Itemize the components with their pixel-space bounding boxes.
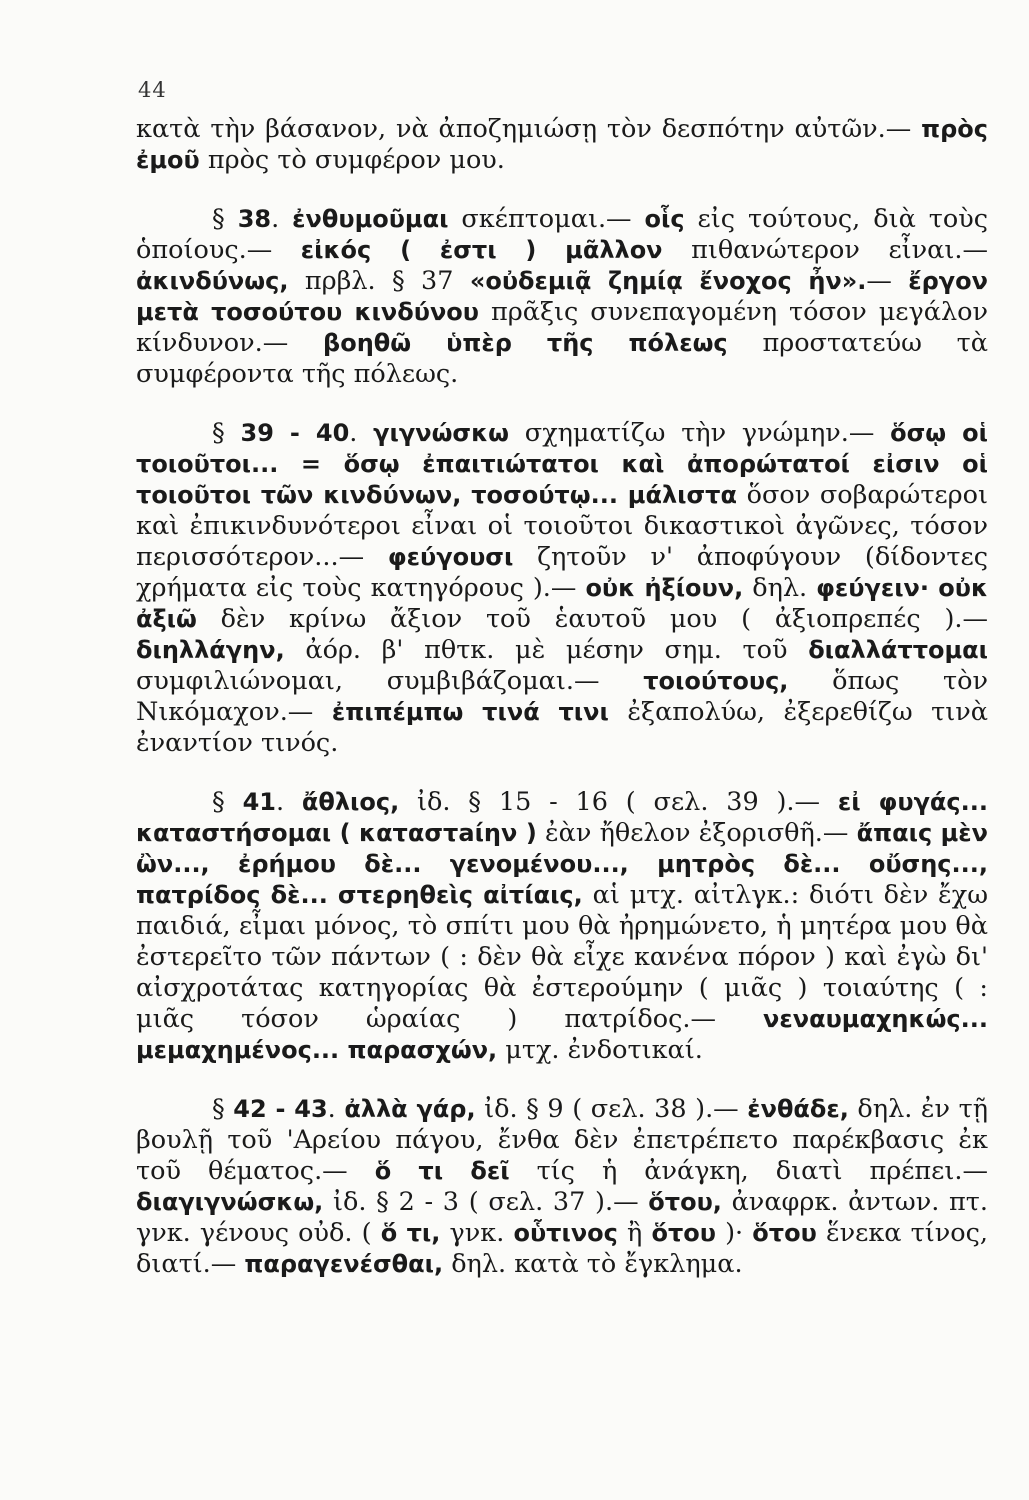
gloss-text: ὅσον σοβαρώτεροι καὶ ἐπικινδυνότεροι εἶναι οἱ τοιοῦτοι δικαστικοὶ ἀγῶνες, τόσον περισσότερον...— bbox=[136, 480, 988, 572]
gloss-text: § bbox=[212, 418, 241, 448]
headword: 41 bbox=[242, 788, 276, 816]
gloss-text: αἱ μτχ. αἰτλγκ.: διότι δὲν ἔχω παιδιά, εἶμαι μόνος, τὸ σπίτι μου θὰ ἠρημώνετο, ἡ μητέρα μου θὰ ἐστερεῖτο τῶν πάντων ( : δὲν θὰ εἶχε κανένα πόρον ) καὶ ἐγὼ δι' αἰσχροτάτας κατηγορίας θὰ ἐστερούμην ( μιᾶς ) τοιαύτης ( : μιᾶς τόσον ὡραίας ) πατρίδος.— bbox=[136, 880, 988, 1034]
gloss-text: ἀόρ. β' πθτκ. μὲ μέσην σημ. τοῦ bbox=[284, 635, 809, 665]
headword: ἐνθυμοῦμαι bbox=[292, 205, 449, 233]
gloss-text: § bbox=[212, 1094, 234, 1124]
headword: 42 - 43 bbox=[233, 1095, 328, 1123]
gloss-text: συμφιλιώνομαι, συμβιβάζομαι.— bbox=[136, 666, 644, 696]
gloss-text: πρᾶξις συνεπαγομένη τόσον μεγάλον κίνδυνον.— bbox=[136, 297, 988, 358]
gloss-text: δὲν κρίνω ἄξιον τοῦ ἑαυτοῦ μου ( ἀξιοπρεπές ).— bbox=[196, 604, 988, 634]
paragraph-section-42-43 bbox=[136, 1094, 988, 1280]
gloss-text: ἀναφρκ. ἀντων. πτ. γνκ. γένους οὐδ. ( bbox=[136, 1187, 988, 1248]
headword: ἀκινδύνως, bbox=[136, 267, 289, 295]
paragraph-section-41 bbox=[136, 787, 988, 1066]
headword: τοιούτους, bbox=[643, 667, 789, 695]
headword: διαλλάττομαι bbox=[808, 636, 988, 664]
headword: φεύγουσι bbox=[387, 543, 514, 571]
gloss-text: πιθανώτερον εἶναι.— bbox=[662, 235, 989, 265]
headword: 38 bbox=[237, 205, 272, 233]
gloss-text: γνκ. bbox=[440, 1218, 514, 1248]
headword: ὅ τι δεῖ bbox=[374, 1157, 510, 1185]
page-number: 44 bbox=[138, 78, 167, 102]
gloss-text: )· bbox=[715, 1218, 753, 1248]
headword: φεύγειν· οὐκ ἀξιῶ bbox=[136, 574, 989, 633]
headword: ὅτου bbox=[752, 1219, 817, 1247]
headword: ὅτου, bbox=[648, 1188, 722, 1216]
headword: ἄθλιος, bbox=[301, 788, 400, 816]
gloss-text: § bbox=[212, 204, 238, 234]
headword: εἰκός ( ἐστι ) μᾶλλον bbox=[300, 236, 663, 264]
headword: οὗτινος bbox=[513, 1219, 618, 1247]
gloss-text: ζητοῦν ν' ἀποφύγουν (δίδοντες χρήματα εἰς τοὺς κατηγόρους ).— bbox=[136, 542, 988, 603]
paragraph-section-38 bbox=[136, 204, 988, 390]
paragraph bbox=[136, 114, 988, 176]
headword: ἐνθάδε, bbox=[747, 1095, 849, 1123]
gloss-text: ὅπως τὸν Νικόμαχον.— bbox=[136, 666, 988, 727]
gloss-text: — bbox=[866, 266, 909, 296]
gloss-text: δηλ. bbox=[743, 573, 817, 603]
headword: ὅσῳ οἱ τοιοῦτοι... = ὅσῳ ἐπαιτιώτατοι καὶ ἀπορώτατοί εἰσιν οἱ τοιοῦτοι τῶν κινδύνων, τοσούτῳ... μάλιστα bbox=[136, 419, 988, 509]
headword: ἐπιπέμπω τινά τινι bbox=[331, 698, 609, 726]
headword: γιγνώσκω bbox=[373, 419, 510, 447]
gloss-text: σχηματίζω τὴν γνώμην.— bbox=[509, 418, 891, 448]
gloss-text: ἰδ. § 9 ( σελ. 38 ).— bbox=[475, 1094, 748, 1124]
gloss-text: μτχ. ἐνδοτικαί. bbox=[497, 1035, 703, 1065]
headword: εἰ φυγάς... καταστήσομαι ( καταστaίην ) bbox=[136, 788, 989, 847]
gloss-text: § bbox=[212, 787, 243, 817]
gloss-text: ἐὰν ἤθελον ἐξορισθῆ.— bbox=[536, 818, 857, 848]
gloss-text: κατὰ τὴν βάσανον, νὰ ἀποζημιώσῃ τὸν δεσπότην αὐτῶν.— bbox=[136, 114, 922, 144]
headword: ἀλλὰ γάρ, bbox=[344, 1095, 476, 1123]
headword: οὐκ ἠξίουν, bbox=[585, 574, 744, 602]
gloss-text: . bbox=[271, 204, 293, 234]
gloss-text: ἐξαπολύω, ἐξερεθίζω τινὰ ἐναντίον τινός. bbox=[136, 697, 988, 758]
gloss-text: ἕνεκα τίνος, διατί.— bbox=[136, 1218, 988, 1279]
gloss-text: ἰδ. § 15 - 16 ( σελ. 39 ).— bbox=[399, 787, 838, 817]
gloss-text: εἰς τούτους, διὰ τοὺς ὁποίους.— bbox=[136, 204, 988, 265]
headword: ἔργον μετὰ τοσούτου κινδύνου bbox=[136, 267, 988, 326]
gloss-text: ἢ bbox=[617, 1218, 652, 1248]
headword: διηλλάγην, bbox=[136, 636, 285, 664]
headword: διαγιγνώσκω, bbox=[136, 1188, 324, 1216]
gloss-text: πρὸς τὸ συμφέρον μου. bbox=[199, 145, 505, 175]
gloss-text: σκέπτομαι.— bbox=[448, 204, 645, 234]
gloss-text: πρβλ. § 37 bbox=[288, 266, 470, 296]
commentary-text bbox=[136, 114, 988, 1308]
headword: 39 - 40 bbox=[240, 419, 350, 447]
headword: ὅτου bbox=[651, 1219, 716, 1247]
headword: νεναυμαχηκώς... μεμαχημένος... παρασχών, bbox=[136, 1005, 988, 1064]
gloss-text: . bbox=[327, 1094, 345, 1124]
gloss-text: τίς ἡ ἀνάγκη, διατὶ πρέπει.— bbox=[509, 1156, 988, 1186]
gloss-text: δηλ. κατὰ τὸ ἔγκλημα. bbox=[443, 1249, 743, 1279]
gloss-text: προστατεύω τὰ συμφέροντα τῆς πόλεως. bbox=[136, 328, 988, 389]
headword: «οὐδεμιᾷ ζημίᾳ ἔνοχος ἦν». bbox=[469, 267, 867, 295]
gloss-text: ἰδ. § 2 - 3 ( σελ. 37 ).— bbox=[323, 1187, 649, 1217]
headword: πρὸς ἐμοῦ bbox=[136, 115, 988, 174]
paragraph-section-39-40 bbox=[136, 418, 988, 759]
headword: οἷς bbox=[644, 205, 685, 233]
gloss-text: δηλ. ἐν τῇ βουλῇ τοῦ 'Αρείου πάγου, ἔνθα δὲν ἐπετρέπετο παρέκβασις ἐκ τοῦ θέματος.— bbox=[136, 1094, 988, 1186]
headword: βοηθῶ ὑπὲρ τῆς πόλεως bbox=[323, 329, 728, 357]
gloss-text: . bbox=[275, 787, 302, 817]
headword: ἄπαις μὲν ὢν..., ἐρήμου δὲ... γενομένου..., μητρὸς δὲ... οὔσης..., πατρίδος δὲ... στερηθεὶς αἰτίαις, bbox=[136, 819, 988, 909]
gloss-text: . bbox=[349, 418, 374, 448]
headword: ὅ τι, bbox=[380, 1219, 441, 1247]
headword: παραγενέσθαι, bbox=[244, 1250, 444, 1278]
